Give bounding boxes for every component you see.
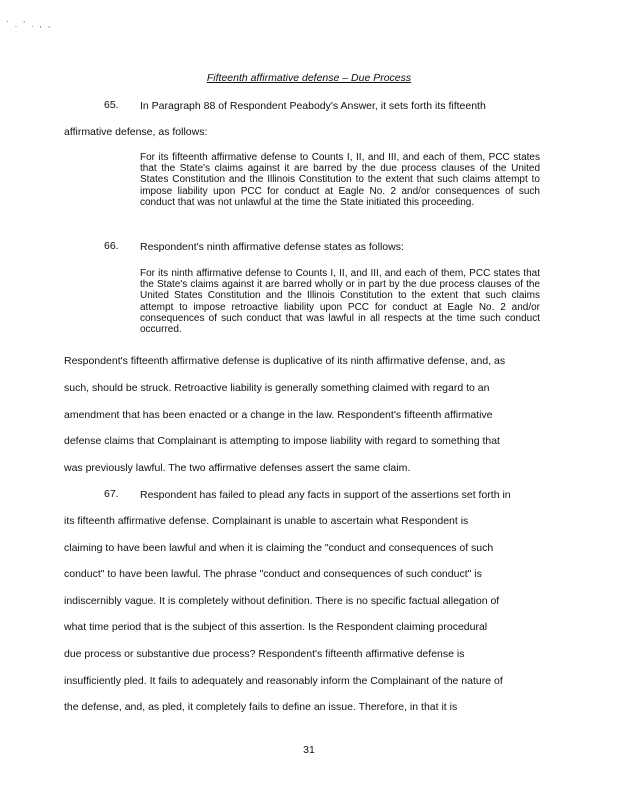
paragraph-67-body-line: claiming to have been lawful and when it is claiming the "conduct and consequences of such [64, 542, 494, 554]
paragraph-number-66: 66. [104, 240, 119, 252]
paragraph-67-body-line: its fifteenth affirmative defense. Complainant is unable to ascertain what Respondent is [64, 515, 469, 527]
paragraph-67-line-1: Respondent has failed to plead any facts in support of the assertions set forth in [140, 489, 511, 501]
paragraph-66-body-line: Respondent's fifteenth affirmative defense is duplicative of its ninth affirmative defense, and, as [64, 355, 506, 367]
paragraph-66-line-1: Respondent's ninth affirmative defense states as follows: [140, 241, 404, 253]
paragraph-66-body-line: amendment that has been enacted or a change in the law. Respondent's fifteenth affirmative [64, 409, 493, 421]
paragraph-66-body-line: was previously lawful. The two affirmative defenses assert the same claim. [64, 462, 411, 474]
section-heading: Fifteenth affirmative defense – Due Process [206, 72, 412, 84]
paragraph-67-body-line: conduct" to have been lawful. The phrase "conduct and consequences of such conduct" is [64, 568, 482, 580]
page-number: 31 [303, 744, 315, 756]
paragraph-65-line-1: In Paragraph 88 of Respondent Peabody's Answer, it sets forth its fifteenth [140, 100, 486, 112]
paragraph-65-line-2: affirmative defense, as follows: [64, 126, 208, 138]
paragraph-66-body-line: defense claims that Complainant is attempting to impose liability with regard to something that [64, 435, 500, 447]
paragraph-66-body-line: such, should be struck. Retroactive liability is generally something claimed with regard to an [64, 382, 490, 394]
paragraph-67-body-line: due process or substantive due process? Respondent's fifteenth affirmative defense is [64, 648, 465, 660]
paragraph-number-67: 67. [104, 488, 119, 500]
paragraph-67-body-line: what time period that is the subject of this assertion. Is the Respondent claiming procedural [64, 621, 488, 633]
paragraph-67-body-line: indiscernibly vague. It is completely without definition. There is no specific factual allegation of [64, 595, 500, 607]
block-quote-ninth-defense: For its ninth affirmative defense to Counts I, II, and III, and each of them, PCC states that the State's claims against it are barred wholly or in part by the due process clauses of the United States Constitution and the Illinois Constitution to the extent that such claims attempt to impose retroactive liability upon PCC for conduct at Eagle No. 2 and/or consequences of such conduct that was lawful in all respects at the time such conduct occurred. [140, 268, 540, 336]
block-quote-fifteenth-defense: For its fifteenth affirmative defense to Counts I, II, and III, and each of them, PCC states that the State's claims against it are barred by the due process clauses of the United States Constitution and the Illinois Constitution to the extent that such claims attempt to impose liability upon PCC for conduct at Eagle No. 2 and/or consequences of such conduct that was not unlawful at the time the State initiated this proceeding. [140, 152, 540, 208]
paragraph-67-body-line: the defense, and, as pled, it completely fails to define an issue. Therefore, in that it is [64, 701, 458, 713]
scan-marks: ` . ' . , , [6, 20, 53, 29]
paragraph-number-65: 65. [104, 99, 119, 111]
paragraph-67-body-line: insufficiently pled. It fails to adequately and reasonably inform the Complainant of the nature of [64, 675, 503, 687]
